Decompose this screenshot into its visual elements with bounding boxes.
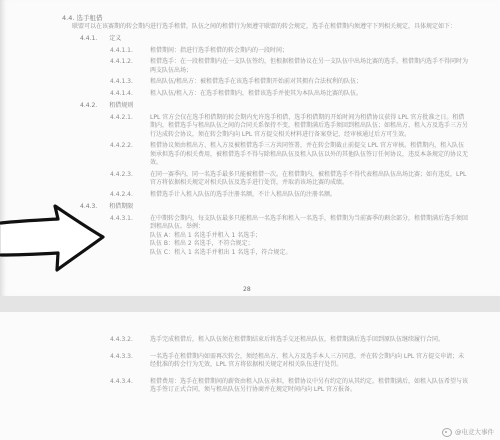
clause-number: 4.4.1.2. — [110, 58, 133, 65]
page-number: 28 — [243, 286, 251, 293]
example-line: 队伍 B：租出 2 名选手，不符合规定； — [150, 240, 254, 247]
clause-text: 在同一赛季内，同一名选手最多只能被租借一次。在租借期内，被租借选手不得代表租出队伍出场比赛；如有违反，LPL 官方将依据相关规定对相关队伍及选手进行处罚，并取消该场比赛的成绩。 — [150, 170, 467, 186]
clause-4-4-3-2 — [110, 336, 500, 345]
clause-number: 4.4.1.4. — [110, 89, 133, 97]
clause-text: 在中期转会期内，每支队伍最多只能租出一名选手和租入一名选手，租借期为当前赛季的剩余部分，租借期满后选手须回到租出队伍。举例： — [150, 214, 469, 230]
clause-text: LPL 官方会仅在选手租借期的转会期内允许选手租借，选手租借期的开始时间为租借协议获得 LPL 官方批准之日。租借期内，租借选手与租出队伍之间的合同关系保持不变，租借期满后选手须回到租出队伍；如租出方、租入方及选手三方另行达成转会协议，须在转会期内向 LPL 官方提交相关材料进行备案登记，经审核通过后方可生效。 — [150, 113, 469, 138]
weibo-icon — [442, 428, 452, 437]
clause-number: 4.4.3.1. — [110, 214, 133, 222]
clause-text: 租借期间：指进行选手租借的转会期内的一段时间； — [150, 46, 289, 54]
clause-4-4-2-4 — [110, 191, 500, 200]
clause-text: 租入队伍/租入方：在选手租借期内，租借该选手并使其为本队出场比赛的队伍。 — [150, 89, 363, 97]
clause-number: 4.4.2.4. — [110, 190, 133, 198]
clause-4-4-1-4 — [110, 90, 500, 99]
clause-number: 4.4.1.1. — [110, 46, 133, 54]
subsection-title-4-4-3 — [80, 203, 500, 212]
clause-4-4-1-2 — [110, 58, 500, 75]
subsection-title-4-4-1 — [80, 35, 500, 44]
subsection-number: 4.4.2. — [80, 102, 98, 109]
clause-text: 选手完成租借后，租入队伍须在租借期结束后将选手交还租出队伍，租借期满后选手回到原队伍继续履行合同。 — [150, 336, 445, 343]
right-arrow-icon — [0, 202, 106, 274]
clause-4-4-2-1 — [110, 114, 500, 140]
clause-number: 4.4.3.2. — [110, 336, 133, 343]
example-line: 队伍 C：租入 1 名选手并租出 1 名选手，符合规定。 — [150, 248, 292, 256]
clause-number: 4.4.2.1. — [110, 113, 133, 121]
clause-text: 租借费用：选手在租借期间的薪资由租入队伍承担，租借协议中另有约定的从其约定。租借期满后，如租入队伍希望与该选手签订正式合同，须与租出队伍另行协商并在规定时间内向 LPL 官方报备。 — [150, 377, 469, 393]
clause-4-4-3-3 — [110, 353, 500, 370]
clause-number: 4.4.2.3. — [110, 170, 133, 178]
clause-4-4-3-1 — [110, 215, 500, 258]
example-line: 队伍 A：租出 1 名选手并租入 1 名选手； — [150, 231, 262, 239]
subsection-title-4-4-2 — [80, 102, 500, 111]
clause-number: 4.4.2.2. — [110, 142, 133, 149]
clause-text: 租借协议须由租出方、租入方及被租借选手三方共同签署，并在转会期截止前提交 LPL 官方审核。租借期内，租入队伍须承担选手的相关费用，被租借选手不得与除租出队伍及租入队伍以外的其他队伍签订任何协议，违反本条规定的协议无效。 — [150, 142, 469, 166]
clause-number: 4.4.3.4. — [110, 377, 133, 385]
watermark-text: @电竞大事件 — [455, 428, 494, 436]
clause-text: 租出队伍/租出方：被租借选手在该选手租借期开始前对其拥有合法权利的队伍； — [150, 78, 363, 85]
clause-4-4-1-3 — [110, 78, 500, 87]
clause-text: 一名选手在租借期内如需再次转会，须经租出方、租入方及选手本人三方同意，并在转会期内向 LPL 官方提交申请；未经批准的转会行为无效，LPL 官方将依据相关规定对相关队伍进行处罚。 — [150, 352, 465, 368]
clause-text: 租借选手计入租入队伍的选手注册名额，不计入租出队伍的注册名额。 — [150, 190, 337, 198]
section-heading: 4.4. 选手租借 — [62, 14, 103, 22]
subsection-number: 4.4.1. — [80, 35, 98, 42]
clause-body — [150, 215, 468, 258]
clause-number: 4.4.3.3. — [110, 352, 133, 360]
clause-number: 4.4.1.3. — [110, 78, 133, 85]
section-intro: 联盟可以在该赛期的转会期内进行选手租借，队伍之间的租借行为须遵守联盟的转会规定，选手在租借期内须遵守下列相关规定，具体规定如下： — [72, 22, 457, 30]
clause-4-4-3-4 — [110, 378, 500, 395]
arrow-shape — [1, 206, 103, 270]
watermark — [442, 428, 494, 437]
document-page-next — [0, 312, 500, 440]
clause-text: 租借选手：在一段租借期内在一支队伍签约，但根据租借协议在另一支队伍中出场比赛的选手，租借期内选手不得同时为两支队伍出场； — [150, 58, 469, 74]
clause-4-4-2-2 — [110, 142, 500, 168]
subsection-number: 4.4.3. — [80, 203, 98, 210]
subsection-label: 租借规则 — [109, 102, 134, 109]
clause-4-4-2-3 — [110, 171, 500, 188]
clause-4-4-1-1 — [110, 47, 500, 56]
page-content — [0, 328, 500, 395]
subsection-label: 租借期限 — [109, 203, 134, 210]
subsection-label: 定义 — [109, 35, 122, 42]
